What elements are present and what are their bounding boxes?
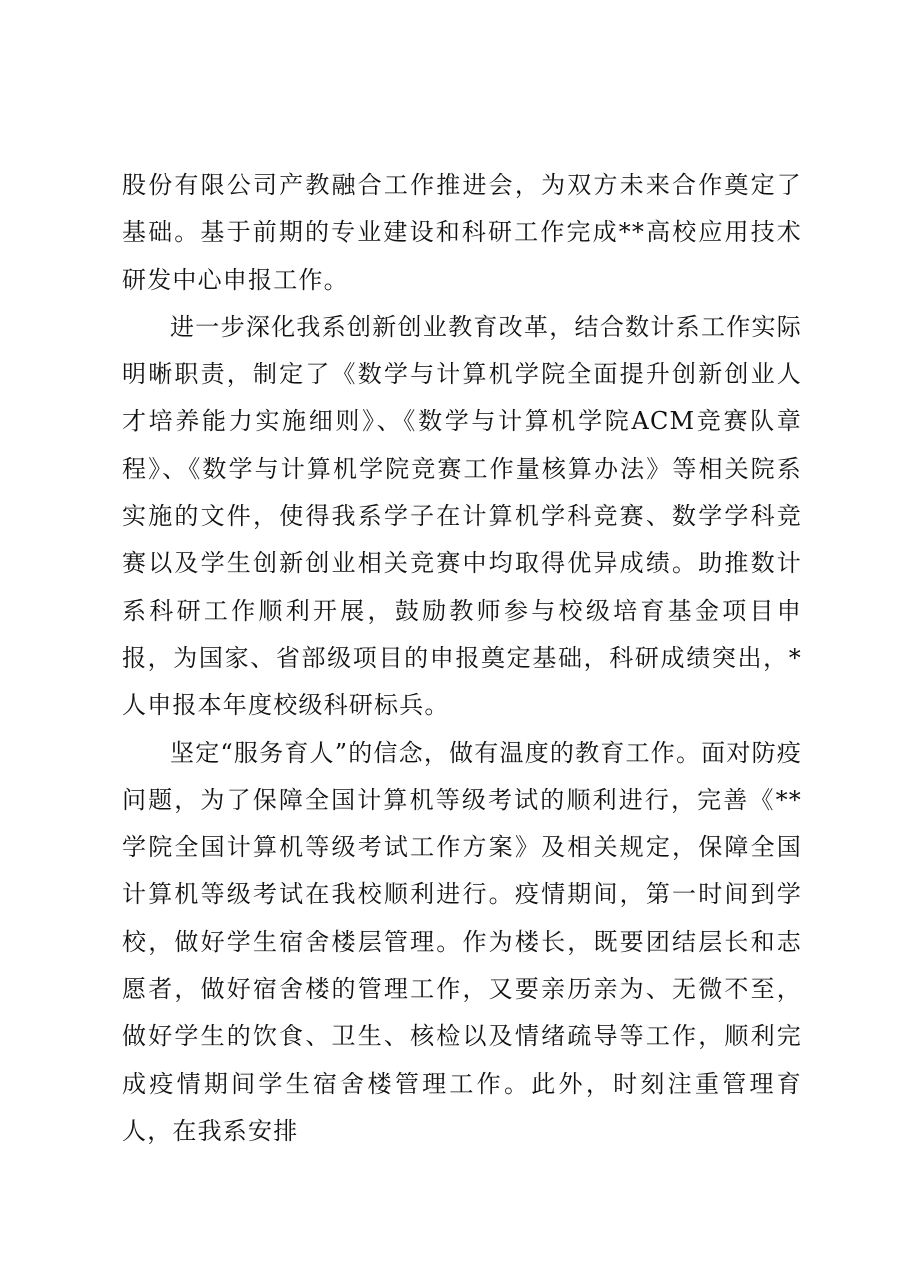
document-body (122, 162, 802, 1155)
paragraph-1: 股份有限公司产教融合工作推进会，为双方未来合作奠定了基础。基于前期的专业建设和科研工作完成**高校应用技术研发中心申报工作。 (122, 171, 802, 294)
paragraph-2: 进一步深化我系创新创业教育改革，结合数计系工作实际明晰职责，制定了《数学与计算机学院全面提升创新创业人才培养能力实施细则》、《数学与计算机学院ACM竞赛队章程》、《数学与计算机学院竞赛工作量核算办法》等相关院系实施的文件，使得我系学子在计算机学科竞赛、数学学科竞赛以及学生创新创业相关竞赛中均取得优异成绩。助推数计系科研工作顺利开展，鼓励教师参与校级培育基金项目申报，为国家、省部级项目的申报奠定基础，科研成绩突出，*人申报本年度校级科研标兵。 (122, 312, 802, 720)
paragraph-3: 坚定“服务育人”的信念，做有温度的教育工作。面对防疫问题，为了保障全国计算机等级考试的顺利进行，完善《**学院全国计算机等级考试工作方案》及相关规定，保障全国计算机等级考试在我校顺利进行。疫情期间，第一时间到学校，做好学生宿舍楼层管理。作为楼长，既要团结层长和志愿者，做好宿舍楼的管理工作，又要亲历亲为、无微不至，做好学生的饮食、卫生、核检以及情绪疏导等工作，顺利完成疫情期间学生宿舍楼管理工作。此外，时刻注重管理育人，在我系安排 (122, 738, 802, 1145)
